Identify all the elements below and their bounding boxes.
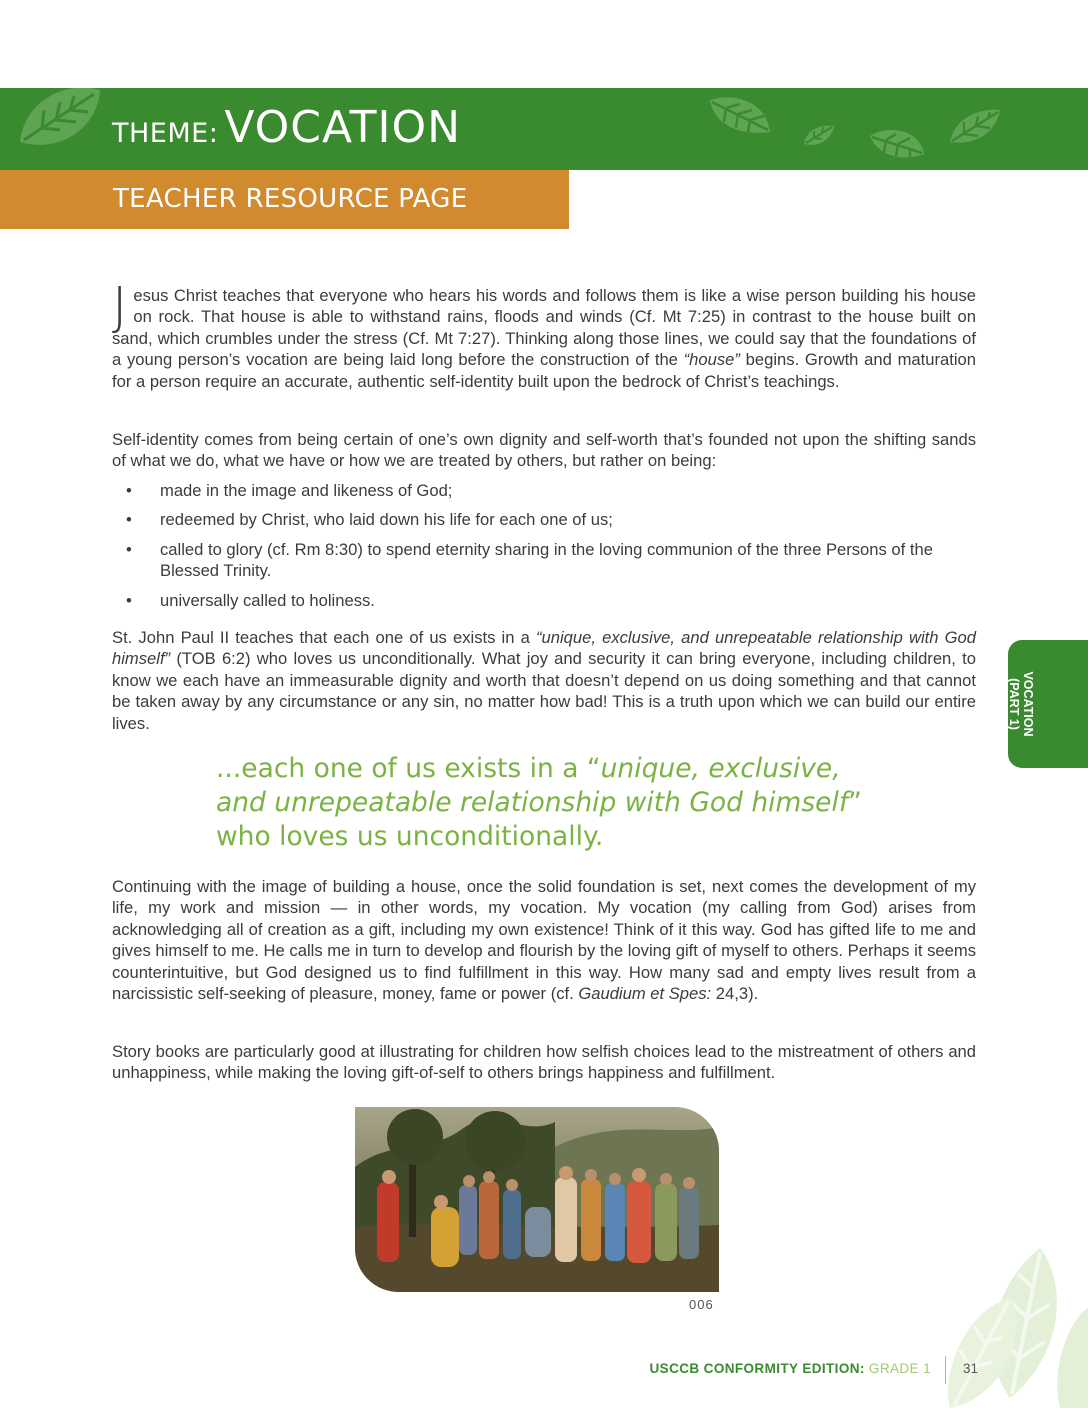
page-number: 31 — [963, 1361, 979, 1376]
vocation-paragraph — [112, 876, 976, 1004]
side-tab-line-2: (PART 1) — [1007, 678, 1021, 730]
theme-banner — [0, 88, 1088, 170]
jp-quote: “unique, exclusive, and unrepeatable relationship with God himself” — [112, 628, 977, 669]
vocation-text-b: 24,3). — [711, 984, 759, 1004]
section-side-tab — [1008, 640, 1088, 768]
image-caption: 006 — [689, 1297, 714, 1312]
pull-quote-emphasis: unique, exclusive, — [600, 753, 841, 784]
painting-image — [355, 1107, 719, 1292]
leaf-icon — [14, 88, 106, 162]
jp-text-b: (TOB 6:2) who loves us unconditionally. What joy and security it can bring everyone, including children, to know we each have an immeasurable dignity and worth that doesn’t depend on us doing something and that cannot be taken away by any circumstance or any sin, no matter how bad! This is a truth upon which we can build our entire lives. — [112, 649, 976, 733]
leaf-icon — [948, 106, 1002, 146]
pull-quote — [216, 752, 916, 854]
jp-text-a: St. John Paul II teaches that each one of us exists in a — [112, 628, 536, 647]
theme-prefix: THEME: — [112, 118, 219, 149]
vocation-text-a: Continuing with the image of building a house, once the solid foundation is set, next comes the development of my life, my work and mission — in other words, my vocation. My vocation (my calling from God) arises from acknowledging all of creation as a gift, including my own existence! Think of it this way. God has gifted life to me and gives himself to me. He calls me in turn to develop and flourish by the loving gift of myself to others. Perhaps it seems counterintuitive, but God designed us to find fulfillment in this way. How many sad and empty lives result from a narcissistic self-seeking of pleasure, money, fame or power (cf. — [112, 877, 976, 1004]
dignity-list — [112, 480, 976, 619]
footer-divider — [945, 1356, 946, 1384]
pull-quote-emphasis: and unrepeatable relationship with God himself — [216, 787, 849, 818]
pull-quote-text: ” — [848, 787, 862, 818]
theme-title: VOCATION — [224, 102, 462, 153]
intro-text-b: begins. Growth and maturation for a person require an accurate, authentic self-identity built upon the bedrock of Christ’s teachings. — [112, 350, 976, 391]
painting-illustration — [355, 1107, 719, 1292]
pull-quote-line-1 — [216, 752, 916, 786]
pull-quote-line-2 — [216, 786, 916, 820]
grade-label: GRADE 1 — [868, 1361, 931, 1376]
list-item: • made in the image and likeness of God; — [112, 480, 976, 501]
pull-quote-text: ...each one of us exists in a “ — [216, 753, 601, 784]
intro-paragraph — [112, 277, 976, 392]
leaf-icon — [706, 92, 774, 138]
john-paul-paragraph — [112, 627, 976, 734]
list-item: • redeemed by Christ, who laid down his life for each one of us; — [112, 509, 976, 530]
story-books-paragraph: Story books are particularly good at illustrating for children how selfish choices lead to the mistreatment of others and unhappiness, while making the loving gift-of-self to others brings happiness and fulfillment. — [112, 1042, 976, 1083]
drop-cap: J — [112, 277, 128, 337]
list-item: • called to glory (cf. Rm 8:30) to spend eternity sharing in the loving communion of the three Persons of the Blessed Trinity. — [112, 539, 976, 582]
self-identity-paragraph: Self-identity comes from being certain of one’s own dignity and self-worth that’s founded not upon the shifting sands of what we do, what we have or how we are treated by others, but rather on being: — [112, 430, 976, 471]
subtitle: TEACHER RESOURCE PAGE — [113, 184, 468, 214]
decorative-leaves-icon — [940, 1238, 1088, 1408]
pull-quote-line-3: who loves us unconditionally. — [216, 821, 604, 852]
footer-edition — [650, 1361, 931, 1376]
intro-text-a: esus Christ teaches that everyone who hears his words and follows them is like a wise person building his house on rock. That house is able to withstand rains, floods and winds (Cf. Mt 7:25) in contrast to the house built on sand, which crumbles under the stress (Cf. Mt 7:27). Thinking along those lines, we could say that the foundations of a young person’s vocation are being laid long before the construction of the — [112, 286, 976, 370]
list-item: • universally called to holiness. — [112, 590, 976, 611]
page-title — [112, 102, 461, 153]
leaf-icon — [802, 122, 836, 148]
edition-label: USCCB CONFORMITY EDITION: — [649, 1361, 865, 1376]
teacher-resource-banner — [0, 170, 569, 229]
vocation-citation: Gaudium et Spes: — [578, 984, 712, 1004]
leaf-icon — [868, 126, 926, 162]
side-tab-line-1: VOCATION — [1021, 671, 1035, 737]
intro-emphasis: “house” — [683, 350, 740, 370]
